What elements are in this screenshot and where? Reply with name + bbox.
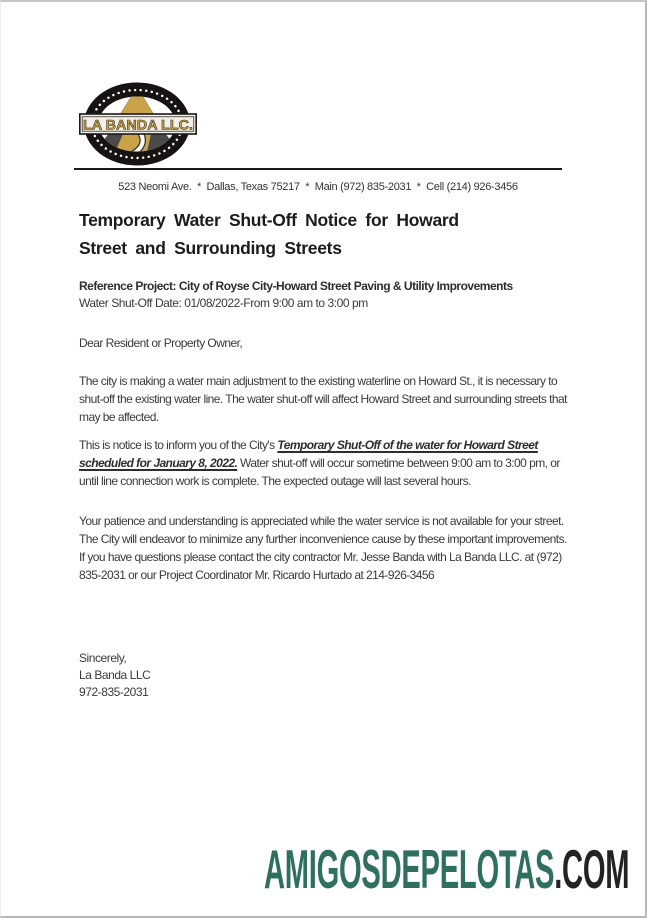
letterhead-contact-line: 523 Neomi Ave. * Dallas, Texas 75217 * Main (972) 835-2031 * Cell (214) 926-3456 [118,181,518,193]
watermark-secondary-text: .COM [553,838,629,900]
notice-title [79,206,561,262]
paragraph-patience-contact: Your patience and understanding is appreciated while the water service is not available for your street. The City will endeavor to minimize any further inconvenience cause by these important improvements. If you have questions please contact the city contractor Mr. Jesse Banda with La Banda LLC. at (972) 835-2031 or our Project Coordinator Mr. Ricardo Hurtado at 214-926-3456 [79,514,567,582]
la-banda-logo-icon [79,81,197,169]
paragraph2-before: This is notice is to inform you of the City's [79,438,278,452]
letterhead-divider [74,168,562,170]
paragraph2-after: Water shut-off will occur sometime between 9:00 am to 3:00 pm, or until line connection work is complete. The expected outage will last several hours. [79,456,560,488]
reference-block [79,278,584,312]
salutation: Dear Resident or Property Owner, [79,336,243,350]
shutoff-date-line: Water Shut-Off Date: 01/08/2022-From 9:00 am to 3:00 pm [79,296,368,310]
signature-phone: 972-835-2031 [79,685,149,699]
signature-block [79,650,379,701]
logo-banner-text: LA BANDA LLC. [83,117,193,133]
site-watermark [263,838,629,900]
signature-company: La Banda LLC [79,668,151,682]
reference-project-line: Reference Project: City of Royse City-Howard Street Paving & Utility Improvements [79,279,513,293]
watermark-primary-text: AMIGOSDEPELOTAS [263,838,554,900]
paragraph-water-main: The city is making a water main adjustment to the existing waterline on Howard St., it is necessary to shut-off the existing water line. The water shut-off will affect Howard Street and surrounding streets that may be affected. [79,374,567,424]
notice-title-line1: Temporary Water Shut-Off Notice for Howard [79,210,459,230]
closing: Sincerely, [79,651,127,665]
notice-title-line2: Street and Surrounding Streets [79,238,342,258]
paragraph-notice-schedule [79,436,572,490]
paragraph2-emphasis: Temporary Shut-Off of the water for Howard Street scheduled for January 8, 2022. [79,438,538,470]
